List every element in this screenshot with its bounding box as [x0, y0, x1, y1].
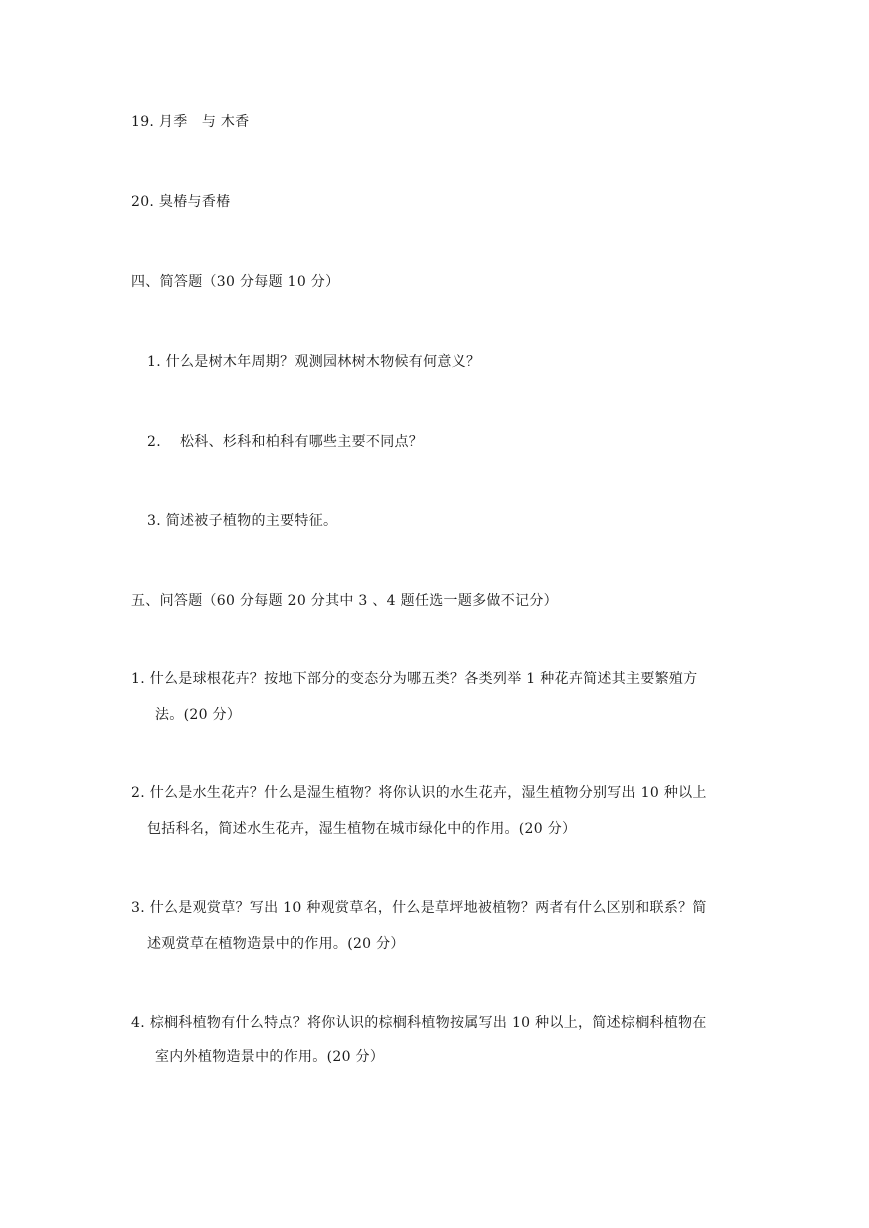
- section-5-question-2-line-2: 包括科名，简述水生花卉，湿生植物在城市绿化中的作用。(20 分）: [147, 821, 577, 837]
- question-19: 19. 月季 与 木香: [131, 114, 250, 130]
- section-5-question-1-line-1: 1. 什么是球根花卉？按地下部分的变态分为哪五类？各类列举 1 种花卉简述其主要繁殖方: [131, 671, 698, 687]
- section-4-heading: 四、简答题（30 分每题 10 分）: [131, 274, 340, 290]
- section-4-question-3: 3. 简述被子植物的主要特征。: [147, 513, 338, 529]
- section-5-question-4-line-2: 室内外植物造景中的作用。(20 分）: [155, 1049, 385, 1065]
- section-5-question-1-line-2: 法。(20 分）: [155, 707, 242, 723]
- section-4-question-2: 2. 松科、杉科和柏科有哪些主要不同点？: [147, 434, 424, 450]
- question-20: 20. 臭椿与香椿: [131, 194, 231, 210]
- section-5-question-3-line-2: 述观赏草在植物造景中的作用。(20 分）: [147, 936, 405, 952]
- section-5-question-4-line-1: 4. 棕榈科植物有什么特点？将你认识的棕榈科植物按属写出 10 种以上，简述棕榈科植物在: [131, 1015, 707, 1031]
- section-4-question-1: 1. 什么是树木年周期？观测园林树木物候有何意义？: [147, 354, 481, 370]
- section-5-heading: 五、问答题（60 分每题 20 分其中 3 、4 题任选一题多做不记分）: [131, 593, 558, 609]
- section-5-question-2-line-1: 2. 什么是水生花卉？什么是湿生植物？将你认识的水生花卉，湿生植物分别写出 10 种以上: [131, 785, 707, 801]
- section-5-question-3-line-1: 3. 什么是观赏草？写出 10 种观赏草名，什么是草坪地被植物？两者有什么区别和联系？简: [131, 900, 707, 916]
